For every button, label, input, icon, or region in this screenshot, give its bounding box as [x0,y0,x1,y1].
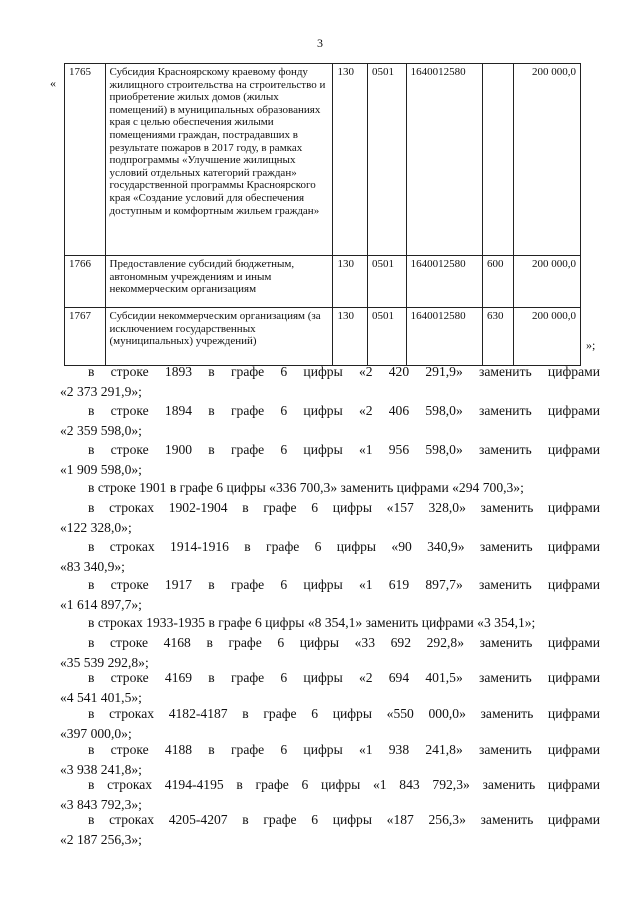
instruction-1902-1904 [60,498,600,538]
row-grbs: 130 [333,308,368,366]
instruction-4182-4187 [60,704,600,744]
instruction-1893 [60,362,600,402]
instruction-line-continued: «1 614 897,7»; [60,597,142,612]
instruction-4168 [60,633,600,673]
row-section: 0501 [368,256,407,308]
instruction-1901 [60,478,600,498]
instruction-line-continued: «4 541 401,5»; [60,690,142,705]
instruction-line: в строке 1901 в графе 6 цифры «336 700,3» заменить цифрами «294 700,3»; [88,480,524,495]
row-expense-type [482,64,513,256]
instruction-1917 [60,575,600,615]
instruction-line: в строке 1894 в графе 6 цифры «2 406 598,0» заменить цифрами [88,403,600,418]
row-name: Субсидия Красноярскому краевому фонду жилищного строительства на строительство и приобретение жилых домов (жилых помещений) в муниципальных образованиях края с целью обеспечения жилыми помещениями граждан, пострадавших в результате пожаров в 2017 году, в рамках подпрограммы «Улучшение жилищных условий отдельных категорий граждан» государственной программы Красноярского края «Создание условий для обеспечения доступным и комфортным жильем граждан» [105,64,333,256]
instruction-1914-1916 [60,537,600,577]
instruction-line-continued: «122 328,0»; [60,520,132,535]
row-expense-type: 600 [482,256,513,308]
row-number: 1766 [65,256,106,308]
instruction-line: в строке 4188 в графе 6 цифры «1 938 241,8» заменить цифрами [88,742,600,757]
table-row [65,308,581,366]
table-row [65,256,581,308]
instruction-line: в строках 4182-4187 в графе 6 цифры «550 000,0» заменить цифрами [88,706,600,721]
row-target-article: 1640012580 [406,308,482,366]
row-grbs: 130 [333,256,368,308]
page-number: 3 [317,36,323,50]
row-sum: 200 000,0 [513,64,580,256]
row-sum: 200 000,0 [513,256,580,308]
instruction-line-continued: «3 938 241,8»; [60,762,142,777]
row-expense-type: 630 [482,308,513,366]
table-row [65,64,581,256]
quote-close: »; [586,338,596,352]
row-grbs: 130 [333,64,368,256]
instruction-line-continued: «2 373 291,9»; [60,384,142,399]
instruction-4194-4195 [60,775,600,815]
instruction-1900 [60,440,600,480]
instruction-line: в строках 1933-1935 в графе 6 цифры «8 354,1» заменить цифрами «3 354,1»; [88,615,536,630]
instruction-line-continued: «3 843 792,3»; [60,797,142,812]
row-name: Субсидии некоммерческим организациям (за исключением государственных (муниципальных) учреждений) [105,308,333,366]
instruction-line: в строках 4205-4207 в графе 6 цифры «187 256,3» заменить цифрами [88,812,600,827]
instruction-line-continued: «35 539 292,8»; [60,655,149,670]
instruction-line: в строках 1914-1916 в графе 6 цифры «90 340,9» заменить цифрами [88,539,600,554]
instruction-line: в строке 4169 в графе 6 цифры «2 694 401,5» заменить цифрами [88,670,600,685]
instruction-1933-1935 [60,613,600,633]
budget-table [64,63,581,366]
instruction-1894 [60,401,600,441]
row-name: Предоставление субсидий бюджетным, автономным учреждениям и иным некоммерческим организациям [105,256,333,308]
instruction-line-continued: «83 340,9»; [60,559,125,574]
instruction-line-continued: «2 187 256,3»; [60,832,142,847]
instruction-line-continued: «397 000,0»; [60,726,132,741]
row-section: 0501 [368,308,407,366]
instruction-4188 [60,740,600,780]
instruction-line-continued: «2 359 598,0»; [60,423,142,438]
instruction-4205-4207 [60,810,600,850]
row-sum: 200 000,0 [513,308,580,366]
instruction-line-continued: «1 909 598,0»; [60,462,142,477]
row-section: 0501 [368,64,407,256]
row-number: 1765 [65,64,106,256]
row-target-article: 1640012580 [406,64,482,256]
row-number: 1767 [65,308,106,366]
instruction-line: в строках 1902-1904 в графе 6 цифры «157 328,0» заменить цифрами [88,500,600,515]
instruction-line: в строке 1900 в графе 6 цифры «1 956 598,0» заменить цифрами [88,442,600,457]
instruction-line: в строках 4194-4195 в графе 6 цифры «1 843 792,3» заменить цифрами [88,777,600,792]
quote-open: « [50,76,56,90]
instruction-4169 [60,668,600,708]
instruction-line: в строке 1917 в графе 6 цифры «1 619 897,7» заменить цифрами [88,577,600,592]
instruction-line: в строке 1893 в графе 6 цифры «2 420 291,9» заменить цифрами [88,364,600,379]
instruction-line: в строке 4168 в графе 6 цифры «33 692 292,8» заменить цифрами [88,635,600,650]
row-target-article: 1640012580 [406,256,482,308]
